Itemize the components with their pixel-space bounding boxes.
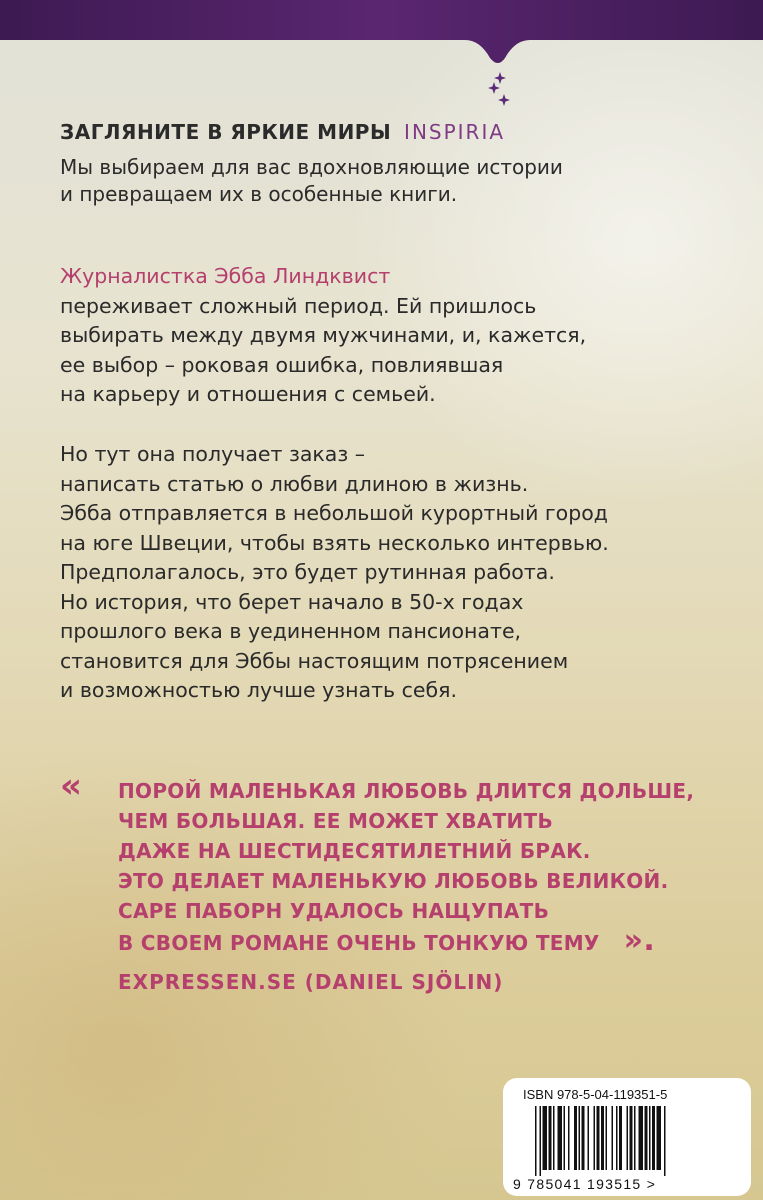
- barcode-digits: 9 785041 193515 >: [513, 1176, 657, 1192]
- isbn-barcode-box: [503, 1078, 751, 1196]
- quote-line: В СВОЕМ РОМАНЕ ОЧЕНЬ ТОНКУЮ ТЕМУ: [118, 931, 600, 955]
- blurb-highlight: Журналистка Эбба Линдквист: [60, 264, 391, 288]
- blurb-paragraph-2: [60, 440, 720, 706]
- blurb-line: Эбба отправляется в небольшой курортный город: [60, 501, 608, 525]
- quote-close-mark: ».: [623, 923, 656, 958]
- blurb-line: выбирать между двумя мужчинами, и, кажется,: [60, 323, 587, 347]
- quote-source: EXPRESSEN.SE (DANIEL SJÖLIN): [118, 970, 504, 994]
- quote-open-mark: «: [60, 766, 82, 806]
- quote-last-line: [118, 923, 718, 958]
- blurb-line: прошлого века в уединенном пансионате,: [60, 619, 522, 643]
- brand-name: INSPIRIA: [404, 120, 506, 144]
- blurb-line: Предполагалось, это будет рутинная работа.: [60, 560, 555, 584]
- quote-line: ЭТО ДЕЛАЕТ МАЛЕНЬКУЮ ЛЮБОВЬ ВЕЛИКОЙ.: [118, 869, 669, 893]
- quote-line: ЧЕМ БОЛЬШАЯ. ЕЕ МОЖЕТ ХВАТИТЬ: [118, 809, 553, 833]
- tagline-line: Мы выбираем для вас вдохновляющие истории: [60, 155, 563, 179]
- review-quote: [118, 776, 718, 958]
- blurb-paragraph-1: [60, 262, 720, 410]
- blurb-line: на юге Швеции, чтобы взять несколько интервью.: [60, 530, 609, 555]
- top-band: [0, 0, 763, 70]
- quote-line: САРЕ ПАБОРН УДАЛОСЬ НАЩУПАТЬ: [118, 899, 550, 923]
- quote-line: ПОРОЙ МАЛЕНЬКАЯ ЛЮБОВЬ ДЛИТСЯ ДОЛЬШЕ,: [118, 779, 695, 803]
- tagline-line: и превращаем их в особенные книги.: [60, 182, 458, 206]
- blurb-line: Но история, что берет начало в 50-х годах: [60, 589, 524, 614]
- tagline: [60, 154, 700, 208]
- blurb-line: ее выбор – роковая ошибка, повлиявшая: [60, 352, 504, 377]
- blurb-line: переживает сложный период. Ей пришлось: [60, 293, 537, 318]
- blurb-line: Но тут она получает заказ –: [60, 442, 366, 466]
- barcode-icon: [535, 1106, 731, 1176]
- series-heading-lead: ЗАГЛЯНИТЕ В ЯРКИЕ МИРЫ: [60, 120, 392, 144]
- blurb-line: и возможностью лучше узнать себя.: [60, 678, 457, 702]
- sparkle-stars-icon: [486, 72, 526, 112]
- blurb-line: написать статью о любви длиною в жизнь.: [60, 471, 529, 496]
- blurb-line: на карьеру и отношения с семьей.: [60, 382, 436, 406]
- quote-line: ДАЖЕ НА ШЕСТИДЕСЯТИЛЕТНИЙ БРАК.: [118, 839, 591, 863]
- series-heading: [60, 120, 700, 144]
- isbn-label: ISBN 978-5-04-119351-5: [523, 1087, 668, 1102]
- blurb-line: становится для Эббы настоящим потрясением: [60, 648, 569, 673]
